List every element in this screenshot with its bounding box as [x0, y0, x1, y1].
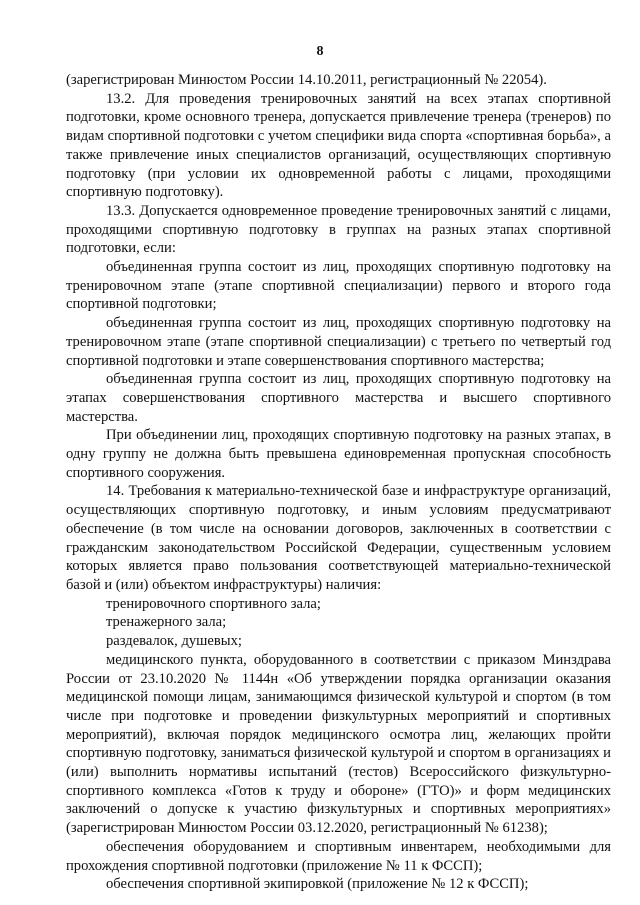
list-item-equipment: обеспечения оборудованием и спортивным инвентарем, необходимыми для прохождения спортивной подготовки (приложение № 11 к ФССП);: [66, 838, 611, 874]
page-number: 8: [316, 44, 324, 59]
paragraph-registration-note: (зарегистрирован Минюстом России 14.10.2011, регистрационный № 22054).: [66, 72, 547, 88]
paragraph-14-requirements: 14. Требования к материально-технической базе и инфраструктуре организаций, осуществляющих спортивную подготовку, и иным условиям предусматривают обеспечение (в том числе на основании договоров, заключенных в соответствии с гражданским законодательством Российской Федерации, существенным условием которых является право пользования соответствующей материально-технической базой и (или) объектом инфраструктуры) наличия:: [66, 483, 611, 593]
paragraph-group-third-fourth-year: объединенная группа состоит из лиц, проходящих спортивную подготовку на тренировочном этапе (этапе спортивной специализации) с третьего по четвертый год спортивной подготовки и этапе совершенствования спортивного мастерства;: [66, 315, 611, 369]
list-item-gym: тренажерного зала;: [106, 614, 227, 631]
paragraph-capacity-limit: При объединении лиц, проходящих спортивную подготовку на разных этапах, в одну группу не должна быть превышена единовременная пропускная способность спортивного сооружения.: [66, 427, 611, 481]
list-item-training-hall: тренировочного спортивного зала;: [106, 595, 321, 612]
list-item-locker-rooms: раздевалок, душевых;: [106, 633, 242, 650]
document-body: [66, 71, 611, 894]
paragraph-group-higher-mastery: объединенная группа состоит из лиц, проходящих спортивную подготовку на этапах совершенствования спортивного мастерства и высшего спортивного мастерства.: [66, 371, 611, 425]
list-item-sports-gear: обеспечения спортивной экипировкой (приложение № 12 к ФССП);: [106, 876, 529, 893]
list-item-medical-point: медицинского пункта, оборудованного в соответствии с приказом Минздрава России от 23.10.2020 № 1144н «Об утверждении порядка организации оказания медицинской помощи лицам, занимающимся физической культурой и спортом (в том числе при подготовке и проведении физкультурных мероприятий и спортивных мероприятий), включая порядок медицинского осмотра лиц, желающих пройти спортивную подготовку, заниматься физической культурой и спортом в организациях и (или) выполнить нормативы испытаний (тестов) Всероссийского физкультурно-спортивного комплекса «Готов к труду и обороне» (ГТО)» и форм медицинских заключений о допуске к участию физкультурных и спортивных мероприятиях» (зарегистрирован Минюстом России 03.12.2020, регистрационный № 61238);: [66, 651, 611, 837]
paragraph-group-first-second-year: объединенная группа состоит из лиц, проходящих спортивную подготовку на тренировочном этапе (этапе спортивной специализации) первого и второго года спортивной подготовки;: [66, 259, 611, 313]
paragraph-13-3: 13.3. Допускается одновременное проведение тренировочных занятий с лицами, проходящими спортивную подготовку в группах на разных этапах спортивной подготовки, если:: [66, 202, 611, 257]
paragraph-13-2: 13.2. Для проведения тренировочных занятий на всех этапах спортивной подготовки, кроме основного тренера, допускается привлечение тренера (тренеров) по видам спортивной подготовки с учетом специфики вида спорта «спортивная борьба», а также привлечение иных специалистов организаций, осуществляющих спортивную подготовку (при условии их одновременной работы с лицами, проходящими спортивную подготовку).: [66, 90, 611, 201]
